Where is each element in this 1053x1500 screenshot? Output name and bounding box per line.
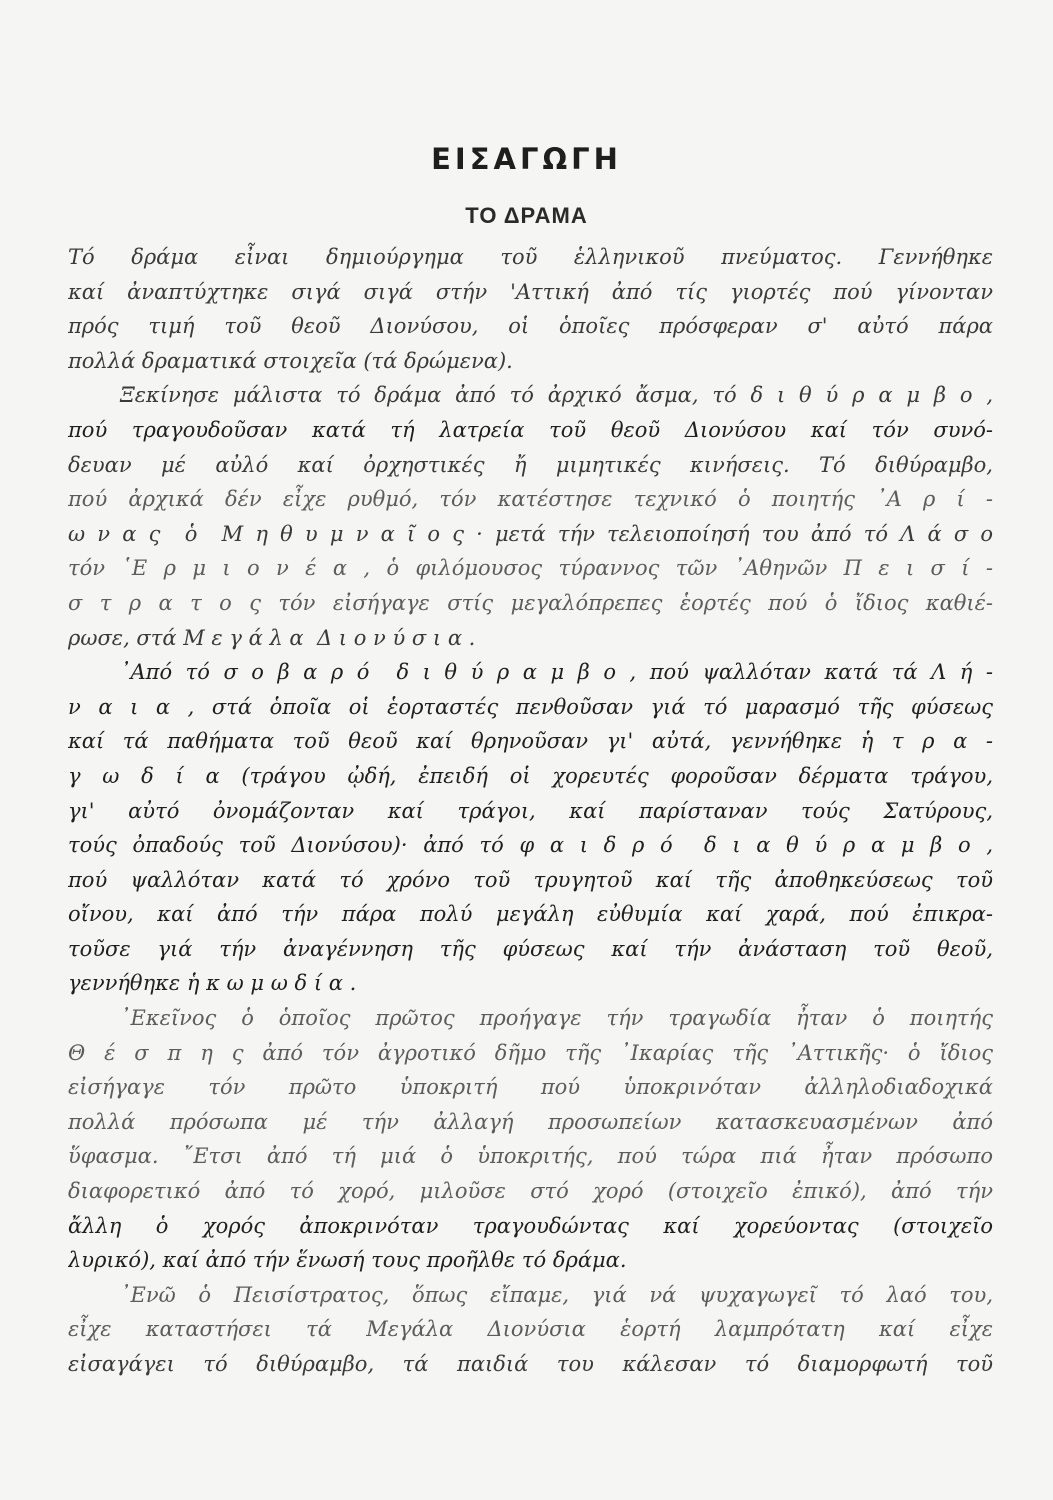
section-subtitle: ΤΟ ΔΡΑΜΑ	[465, 203, 588, 228]
text-line: ᾿Εκεῖνος ὁ ὁποῖος πρῶτος προήγαγε τήν τραγωδία ἦταν ὁ ποιητής	[120, 1006, 993, 1031]
text-line: διαφορετικό ἀπό τό χορό, μιλοῦσε στό χορό (στοιχεῖο ἐπικό), ἀπό τήν	[68, 1179, 993, 1204]
text-line: πού ψαλλόταν κατά τό χρόνο τοῦ τρυγητοῦ καί τῆς ἀποθηκεύσεως τοῦ	[68, 867, 993, 892]
body-text	[68, 240, 993, 1382]
text-line: Θ έ σ π η ς ἀπό τόν ἀγροτικό δῆμο τῆς ᾿Ικαρίας τῆς ᾿Αττικῆς· ὁ ἴδιος	[68, 1040, 993, 1065]
text-line: εἰσαγάγει τό διθύραμβο, τά παιδιά του κάλεσαν τό διαμορφωτή τοῦ	[68, 1352, 993, 1376]
text-line: πού τραγουδοῦσαν κατά τή λατρεία τοῦ θεοῦ Διονύσου καί τόν συνό-	[68, 417, 993, 442]
text-line: γ ω δ ί α (τράγου ᾠδή, ἐπειδή οἱ χορευτές φοροῦσαν δέρματα τράγου,	[68, 763, 993, 788]
text-line: πρός τιμή τοῦ θεοῦ Διονύσου, οἱ ὁποῖες πρόσφεραν σ' αὐτό πάρα	[68, 314, 993, 339]
text-line: πολλά πρόσωπα μέ τήν ἀλλαγή προσωπείων κατασκευασμένων ἀπό	[68, 1109, 993, 1134]
text-line: δευαν μέ αὐλό καί ὀρχηστικές ἤ μιμητικές κινήσεις. Τό διθύραμβο,	[68, 452, 993, 477]
text-line: τόν ῾Ε ρ μ ι ο ν έ α , ὁ φιλόμουσος τύραννος τῶν ᾿Αθηνῶν Π ε ι σ ί -	[68, 556, 993, 581]
chapter-title: ΕΙΣΑΓΩΓΗ	[431, 142, 622, 176]
text-line: εἶχε καταστήσει τά Μεγάλα Διονύσια ἑορτή λαμπρότατη καί εἶχε	[68, 1317, 993, 1342]
text-line: Ξεκίνησε μάλιστα τό δράμα ἀπό τό ἀρχικό ἄσμα, τό δ ι θ ύ ρ α μ β ο ,	[120, 383, 993, 408]
text-line: σ τ ρ α τ ο ς τόν εἰσήγαγε στίς μεγαλόπρεπες ἑορτές πού ὁ ἴδιος καθιέ-	[68, 590, 993, 615]
text-line: καί ἀναπτύχτηκε σιγά σιγά στήν 'Αττική ἀπό τίς γιορτές πού γίνονταν	[68, 279, 993, 304]
text-line: πολλά δραματικά στοιχεῖα (τά δρώμενα).	[68, 348, 513, 373]
text-line: τούς ὀπαδούς τοῦ Διονύσου)· ἀπό τό φ α ι δ ρ ό δ ι α θ ύ ρ α μ β ο ,	[68, 833, 993, 858]
text-line: ἄλλη ὁ χορός ἀποκρινόταν τραγουδώντας καί χορεύοντας (στοιχεῖο	[68, 1213, 993, 1238]
text-line: ω ν α ς ὁ Μ η θ υ μ ν α ῖ ο ς · μετά τήν τελειοποίησή του ἀπό τό Λ ά σ ο	[68, 521, 993, 546]
text-line: ᾿Από τό σ ο β α ρ ό δ ι θ ύ ρ α μ β ο , πού ψαλλόταν κατά τά Λ ή -	[120, 660, 993, 685]
text-line: καί τά παθήματα τοῦ θεοῦ καί θρηνοῦσαν γι' αὐτά, γεννήθηκε ἡ τ ρ α -	[68, 729, 993, 754]
text-line: ᾿Ενῶ ὁ Πεισίστρατος, ὅπως εἴπαμε, γιά νά ψυχαγωγεῖ τό λαό του,	[120, 1282, 993, 1307]
text-line: ν α ι α , στά ὁποῖα οἱ ἑορταστές πενθοῦσαν γιά τό μαρασμό τῆς φύσεως	[68, 694, 993, 719]
text-line: γι' αὐτό ὀνομάζονταν καί τράγοι, καί παρίσταναν τούς Σατύρους,	[68, 798, 993, 823]
text-line: γεννήθηκε ἡ κ ω μ ω δ ί α .	[68, 971, 357, 996]
text-line: πού ἀρχικά δέν εἶχε ρυθμό, τόν κατέστησε τεχνικό ὁ ποιητής ᾿Α ρ ί -	[68, 487, 993, 512]
text-line: οἴνου, καί ἀπό τήν πάρα πολύ μεγάλη εὐθυμία καί χαρά, πού ἐπικρα-	[68, 902, 993, 927]
text-line: ρωσε, στά Μ ε γ ά λ α Δ ι ο ν ύ σ ι α .	[68, 625, 476, 650]
text-line: ὕφασμα. ῎Ετσι ἀπό τή μιά ὁ ὑποκριτής, πού τώρα πιά ἦταν πρόσωπο	[68, 1144, 993, 1169]
text-line: λυρικό), καί ἀπό τήν ἕνωσή τους προῆλθε τό δράμα.	[68, 1248, 627, 1273]
text-line: Τό δράμα εἶναι δημιούργημα τοῦ ἑλληνικοῦ πνεύματος. Γεννήθηκε	[68, 245, 993, 269]
text-line: εἰσήγαγε τόν πρῶτο ὑποκριτή πού ὑποκρινόταν ἀλληλοδιαδοχικά	[68, 1075, 993, 1100]
text-line: τοῦσε γιά τήν ἀναγέννηση τῆς φύσεως καί τήν ἀνάσταση τοῦ θεοῦ,	[68, 936, 993, 961]
